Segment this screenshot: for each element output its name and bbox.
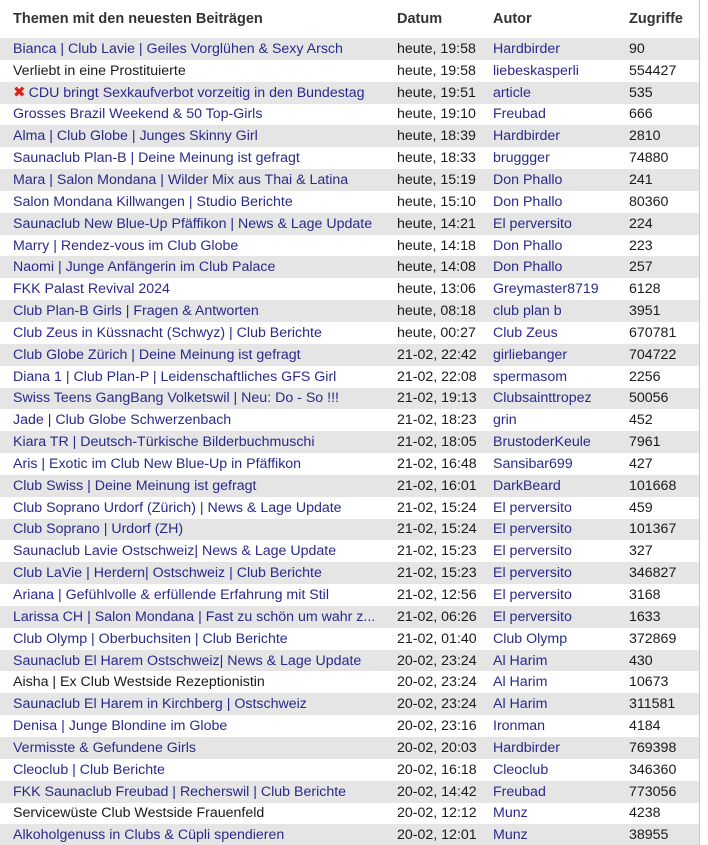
view-count: 372869 <box>629 630 677 647</box>
author-link[interactable]: Al Harim <box>493 696 548 713</box>
author-link[interactable]: Hardbirder <box>493 128 561 145</box>
author-link[interactable]: Freubad <box>493 783 546 800</box>
thread-title-link[interactable]: Alkoholgenuss in Clubs & Cüpli spendieren <box>13 827 285 844</box>
thread-title-cell <box>0 60 385 82</box>
thread-title-link[interactable]: Ariana | Gefühlvolle & erfüllende Erfahrung mit Stil <box>13 587 329 604</box>
view-count: 223 <box>629 237 653 254</box>
thread-title-link[interactable]: Bianca | Club Lavie | Geiles Vorglühen & Sexy Arsch <box>13 40 343 57</box>
view-count: 427 <box>629 455 653 472</box>
view-count: 670781 <box>629 324 677 341</box>
thread-title-link[interactable]: Marry | Rendez-vous im Club Globe <box>13 237 239 254</box>
table-row <box>0 824 699 845</box>
author-link[interactable]: El perversito <box>493 521 572 538</box>
view-count: 535 <box>616 82 699 104</box>
author-link[interactable]: Club Olymp <box>493 630 568 647</box>
thread-title-link[interactable]: Saunaclub Lavie Ostschweiz| News & Lage Update <box>13 543 337 560</box>
table-row <box>0 781 699 803</box>
view-count: 38955 <box>616 824 699 845</box>
table-row <box>0 322 699 344</box>
thread-title-cell <box>0 497 385 519</box>
author-cell <box>480 431 616 453</box>
thread-title-cell <box>0 278 385 300</box>
author-link[interactable]: Munz <box>493 827 528 844</box>
table-row <box>0 125 699 147</box>
table-row <box>0 38 699 60</box>
post-date: 21-02, 15:23 <box>397 543 477 560</box>
post-date: 20-02, 23:24 <box>397 674 477 691</box>
post-date: heute, 18:33 <box>397 150 476 167</box>
post-date: 21-02, 16:01 <box>385 475 480 497</box>
thread-title-cell <box>0 125 385 147</box>
table-row <box>0 540 699 562</box>
thread-title-cell <box>0 671 385 693</box>
view-count: 769398 <box>616 737 699 759</box>
table-row <box>0 300 699 322</box>
thread-title-link[interactable]: Swiss Teens GangBang Volketswil | Neu: Do - So !!! <box>13 390 339 407</box>
post-date: 21-02, 06:26 <box>385 606 480 628</box>
thread-title-link[interactable]: Aisha | Ex Club Westside Rezeptionistin <box>13 674 265 691</box>
author-link[interactable]: El perversito <box>493 543 572 560</box>
thread-title-cell <box>0 322 385 344</box>
post-date: 20-02, 12:01 <box>385 824 480 845</box>
author-cell <box>480 60 616 82</box>
author-cell <box>480 671 616 693</box>
thread-title-cell <box>0 562 385 584</box>
author-link[interactable]: bruggger <box>493 150 550 167</box>
table-header-row <box>0 0 699 38</box>
author-cell <box>480 388 616 410</box>
post-date: 21-02, 15:24 <box>397 499 477 516</box>
thread-title-link[interactable]: Club Plan-B Girls | Fragen & Antworten <box>13 303 259 320</box>
thread-title-cell <box>0 606 385 628</box>
thread-title-link[interactable]: Denisa | Junge Blondine im Globe <box>13 718 228 735</box>
thread-title-link[interactable]: Club Soprano | Urdorf (ZH) <box>13 521 184 538</box>
post-date: heute, 18:39 <box>385 125 480 147</box>
post-date: 21-02, 16:48 <box>397 455 477 472</box>
table-row <box>0 453 699 475</box>
table-row <box>0 147 699 169</box>
author-cell <box>480 191 616 213</box>
view-count: 4238 <box>629 805 661 822</box>
thread-title-cell <box>0 169 385 191</box>
view-count: 1633 <box>616 606 699 628</box>
author-cell <box>480 584 616 606</box>
thread-title-link[interactable]: CDU bringt Sexkaufverbot vorzeitig in den Bundestag <box>28 84 365 101</box>
thread-title-cell <box>0 540 385 562</box>
author-cell <box>480 278 616 300</box>
thread-title-link[interactable]: Club Zeus in Küssnacht (Schwyz) | Club Berichte <box>13 324 322 341</box>
post-date: 20-02, 16:18 <box>397 761 477 778</box>
table-row <box>0 715 699 737</box>
thread-title-link[interactable]: Diana 1 | Club Plan-P | Leidenschaftliches GFS Girl <box>13 368 337 385</box>
author-link[interactable]: Clubsainttropez <box>493 390 592 407</box>
table-row <box>0 256 699 278</box>
author-cell <box>480 824 616 845</box>
thread-title-cell <box>0 475 385 497</box>
post-date: heute, 15:19 <box>385 169 480 191</box>
view-count: 3951 <box>616 300 699 322</box>
author-cell <box>480 125 616 147</box>
post-date: 21-02, 18:05 <box>385 431 480 453</box>
thread-title-link[interactable]: Verliebt in eine Prostituierte <box>13 62 186 79</box>
author-cell <box>480 147 616 169</box>
view-count: 50056 <box>616 388 699 410</box>
view-count: 430 <box>616 650 699 672</box>
thread-title-link[interactable]: Kiara TR | Deutsch-Türkische Bilderbuchmuschi <box>13 434 315 451</box>
post-date: 20-02, 12:12 <box>397 805 477 822</box>
author-cell <box>480 213 616 235</box>
post-date: heute, 00:27 <box>397 324 476 341</box>
view-count: 704722 <box>616 344 699 366</box>
author-cell <box>480 693 616 715</box>
thread-title-link[interactable]: Grosses Brazil Weekend & 50 Top-Girls <box>13 106 263 123</box>
thread-title-cell <box>0 584 385 606</box>
author-link[interactable]: Sansibar699 <box>493 455 573 472</box>
author-link[interactable]: El perversito <box>493 499 572 516</box>
author-link[interactable]: Ironman <box>493 718 546 735</box>
table-body <box>0 38 699 845</box>
post-date: 20-02, 20:03 <box>385 737 480 759</box>
thread-title-cell <box>0 191 385 213</box>
author-link[interactable]: club plan b <box>493 303 562 320</box>
view-count: 74880 <box>629 150 669 167</box>
view-count: 10673 <box>629 674 669 691</box>
author-cell <box>480 519 616 541</box>
post-date: 21-02, 15:24 <box>385 519 480 541</box>
author-link[interactable]: grin <box>493 412 517 429</box>
post-date: heute, 13:06 <box>397 281 476 298</box>
table-row <box>0 737 699 759</box>
thread-title-cell <box>0 650 385 672</box>
author-cell <box>480 759 616 781</box>
author-link[interactable]: BrustoderKeule <box>493 434 591 451</box>
view-count: 773056 <box>616 781 699 803</box>
thread-title-cell <box>0 213 385 235</box>
author-link[interactable]: El perversito <box>493 587 572 604</box>
thread-title-link[interactable]: Naomi | Junge Anfängerin im Club Palace <box>13 259 276 276</box>
post-date: heute, 19:51 <box>385 82 480 104</box>
post-date: heute, 14:18 <box>397 237 476 254</box>
thread-title-link[interactable]: Mara | Salon Mondana | Wilder Mix aus Thai & Latina <box>13 171 349 188</box>
author-cell <box>480 169 616 191</box>
thread-title-link[interactable]: Cleoclub | Club Berichte <box>13 761 165 778</box>
table-row <box>0 60 699 82</box>
view-count: 80360 <box>629 193 669 210</box>
post-date: heute, 19:10 <box>397 106 476 123</box>
post-date: 20-02, 23:16 <box>397 718 477 735</box>
post-date: 20-02, 14:42 <box>385 781 480 803</box>
post-date: 21-02, 15:23 <box>385 562 480 584</box>
post-date: 21-02, 19:13 <box>385 388 480 410</box>
author-link[interactable]: Al Harim <box>493 674 548 691</box>
post-date: 21-02, 01:40 <box>397 630 477 647</box>
thread-title-link[interactable]: Saunaclub El Harem Ostschweiz| News & Lage Update <box>13 652 362 669</box>
post-date: heute, 08:18 <box>385 300 480 322</box>
table-row <box>0 650 699 672</box>
thread-title-cell <box>0 388 385 410</box>
view-count: 311581 <box>616 693 699 715</box>
author-cell <box>480 453 616 475</box>
table-row <box>0 628 699 650</box>
table-row <box>0 235 699 257</box>
post-date: heute, 14:21 <box>385 213 480 235</box>
post-date: heute, 14:08 <box>385 256 480 278</box>
view-count: 101367 <box>616 519 699 541</box>
thread-title-link[interactable]: Salon Mondana Killwangen | Studio Berichte <box>13 193 293 210</box>
view-count: 2256 <box>629 368 661 385</box>
thread-title-link[interactable]: Saunaclub New Blue-Up Pfäffikon | News & Lage Update <box>13 215 373 232</box>
table-row <box>0 278 699 300</box>
author-link[interactable]: Cleoclub <box>493 761 549 778</box>
view-count: 452 <box>629 412 653 429</box>
author-cell <box>480 562 616 584</box>
table-row <box>0 388 699 410</box>
author-cell <box>480 38 616 60</box>
author-link[interactable]: spermasom <box>493 368 568 385</box>
table-row <box>0 519 699 541</box>
author-cell <box>480 322 616 344</box>
thread-title-cell <box>0 38 385 60</box>
thread-title-link[interactable]: Saunaclub Plan-B | Deine Meinung ist gefragt <box>13 150 300 167</box>
table-row <box>0 606 699 628</box>
table-row <box>0 562 699 584</box>
post-date: 20-02, 23:24 <box>385 693 480 715</box>
thread-title-cell <box>0 453 385 475</box>
table-row <box>0 671 699 693</box>
author-link[interactable]: Don Phallo <box>493 237 563 254</box>
view-count: 346827 <box>616 562 699 584</box>
author-cell <box>480 104 616 126</box>
table-row <box>0 431 699 453</box>
author-link[interactable]: Don Phallo <box>493 193 563 210</box>
thread-title-cell <box>0 781 385 803</box>
thread-title-cell <box>0 737 385 759</box>
author-link[interactable]: El perversito <box>493 215 572 232</box>
thread-title-link[interactable]: Servicewüste Club Westside Frauenfeld <box>13 805 265 822</box>
thread-title-link[interactable]: Club Globe Zürich | Deine Meinung ist gefragt <box>13 346 301 363</box>
view-count: 327 <box>629 543 653 560</box>
author-cell <box>480 366 616 388</box>
thread-title-cell <box>0 693 385 715</box>
thread-title-cell <box>0 235 385 257</box>
thread-title-cell <box>0 300 385 322</box>
thread-title-link[interactable]: Club Swiss | Deine Meinung ist gefragt <box>13 477 257 494</box>
author-link[interactable]: Freubad <box>493 106 546 123</box>
thread-title-link[interactable]: Club Soprano Urdorf (Zürich) | News & Lage Update <box>13 499 342 516</box>
author-cell <box>480 715 616 737</box>
table-row <box>0 366 699 388</box>
thread-title-cell <box>0 628 385 650</box>
table-row <box>0 759 699 781</box>
author-cell <box>480 300 616 322</box>
table-row <box>0 803 699 825</box>
view-count: 666 <box>629 106 653 123</box>
author-cell <box>480 781 616 803</box>
author-cell <box>480 803 616 825</box>
author-link[interactable]: Hardbirder <box>493 739 561 756</box>
view-count: 554427 <box>629 62 677 79</box>
header-date: Datum <box>397 11 443 27</box>
author-link[interactable]: Greymaster8719 <box>493 281 599 298</box>
thread-title-link[interactable]: Club LaVie | Herdern| Ostschweiz | Club Berichte <box>13 565 322 582</box>
author-cell <box>480 628 616 650</box>
author-cell <box>480 409 616 431</box>
author-link[interactable]: Hardbirder <box>493 40 561 57</box>
author-link[interactable]: El perversito <box>493 565 572 582</box>
table-row <box>0 475 699 497</box>
author-link[interactable]: Al Harim <box>493 652 548 669</box>
view-count: 241 <box>616 169 699 191</box>
thread-title-cell <box>0 519 385 541</box>
author-cell <box>480 344 616 366</box>
author-cell <box>480 737 616 759</box>
author-cell <box>480 650 616 672</box>
post-date: heute, 19:58 <box>385 38 480 60</box>
author-cell <box>480 235 616 257</box>
author-link[interactable]: article <box>493 84 531 101</box>
table-row <box>0 409 699 431</box>
post-date: heute, 15:10 <box>397 193 476 210</box>
thread-title-link[interactable]: Alma | Club Globe | Junges Skinny Girl <box>13 128 258 145</box>
view-count: 346360 <box>629 761 677 778</box>
thread-title-link[interactable]: Saunaclub El Harem in Kirchberg | Ostschweiz <box>13 696 307 713</box>
author-cell <box>480 82 616 104</box>
thread-title-link[interactable]: Jade | Club Globe Schwerzenbach <box>13 412 232 429</box>
thread-title-cell <box>0 256 385 278</box>
thread-title-link[interactable]: Aris | Exotic im Club New Blue-Up in Pfäffikon <box>13 455 302 472</box>
author-link[interactable]: Don Phallo <box>493 259 563 276</box>
view-count: 90 <box>616 38 699 60</box>
author-link[interactable]: Don Phallo <box>493 171 563 188</box>
author-link[interactable]: El perversito <box>493 608 572 625</box>
cross-icon: ✖ <box>13 83 26 101</box>
table-row <box>0 497 699 519</box>
table-row <box>0 213 699 235</box>
table-row <box>0 191 699 213</box>
view-count: 101668 <box>616 475 699 497</box>
thread-title-cell <box>0 803 385 825</box>
view-count: 4184 <box>629 718 661 735</box>
thread-title-cell <box>0 82 385 104</box>
post-date: heute, 19:58 <box>397 62 476 79</box>
header-views: Zugriffe <box>629 11 683 27</box>
view-count: 2810 <box>616 125 699 147</box>
author-cell <box>480 497 616 519</box>
table-row <box>0 169 699 191</box>
author-cell <box>480 606 616 628</box>
author-link[interactable]: Club Zeus <box>493 324 558 341</box>
post-date: 21-02, 22:42 <box>385 344 480 366</box>
header-title: Themen mit den neuesten Beiträgen <box>13 11 263 27</box>
thread-title-link[interactable]: Club Olymp | Oberbuchsiten | Club Berichte <box>13 630 288 647</box>
thread-title-link[interactable]: Larissa CH | Salon Mondana | Fast zu schön um wahr z... <box>13 608 376 625</box>
view-count: 459 <box>629 499 653 516</box>
author-cell <box>480 475 616 497</box>
thread-title-cell <box>0 715 385 737</box>
author-link[interactable]: girliebanger <box>493 346 568 363</box>
post-date: 20-02, 23:24 <box>385 650 480 672</box>
view-count: 257 <box>616 256 699 278</box>
author-link[interactable]: Munz <box>493 805 528 822</box>
view-count: 3168 <box>629 587 661 604</box>
thread-title-cell <box>0 344 385 366</box>
thread-title-link[interactable]: FKK Saunaclub Freubad | Recherswil | Club Berichte <box>13 783 347 800</box>
post-date: 21-02, 22:08 <box>397 368 477 385</box>
table-row <box>0 584 699 606</box>
author-link[interactable]: liebeskasperli <box>493 62 579 79</box>
thread-title-cell <box>0 759 385 781</box>
thread-title-link[interactable]: Vermisste & Gefundene Girls <box>13 739 196 756</box>
table-row <box>0 693 699 715</box>
thread-title-link[interactable]: FKK Palast Revival 2024 <box>13 281 170 298</box>
table-row <box>0 104 699 126</box>
author-cell <box>480 540 616 562</box>
thread-title-cell <box>0 409 385 431</box>
post-date: 21-02, 18:23 <box>397 412 477 429</box>
post-date: 21-02, 12:56 <box>397 587 477 604</box>
view-count: 6128 <box>629 281 661 298</box>
author-link[interactable]: DarkBeard <box>493 477 561 494</box>
view-count: 224 <box>616 213 699 235</box>
view-count: 7961 <box>616 431 699 453</box>
thread-title-cell <box>0 431 385 453</box>
author-cell <box>480 256 616 278</box>
thread-title-cell <box>0 147 385 169</box>
thread-title-cell <box>0 824 385 845</box>
table-row <box>0 344 699 366</box>
thread-title-cell <box>0 104 385 126</box>
thread-title-cell <box>0 366 385 388</box>
header-author: Autor <box>493 11 532 27</box>
table-row <box>0 82 699 104</box>
